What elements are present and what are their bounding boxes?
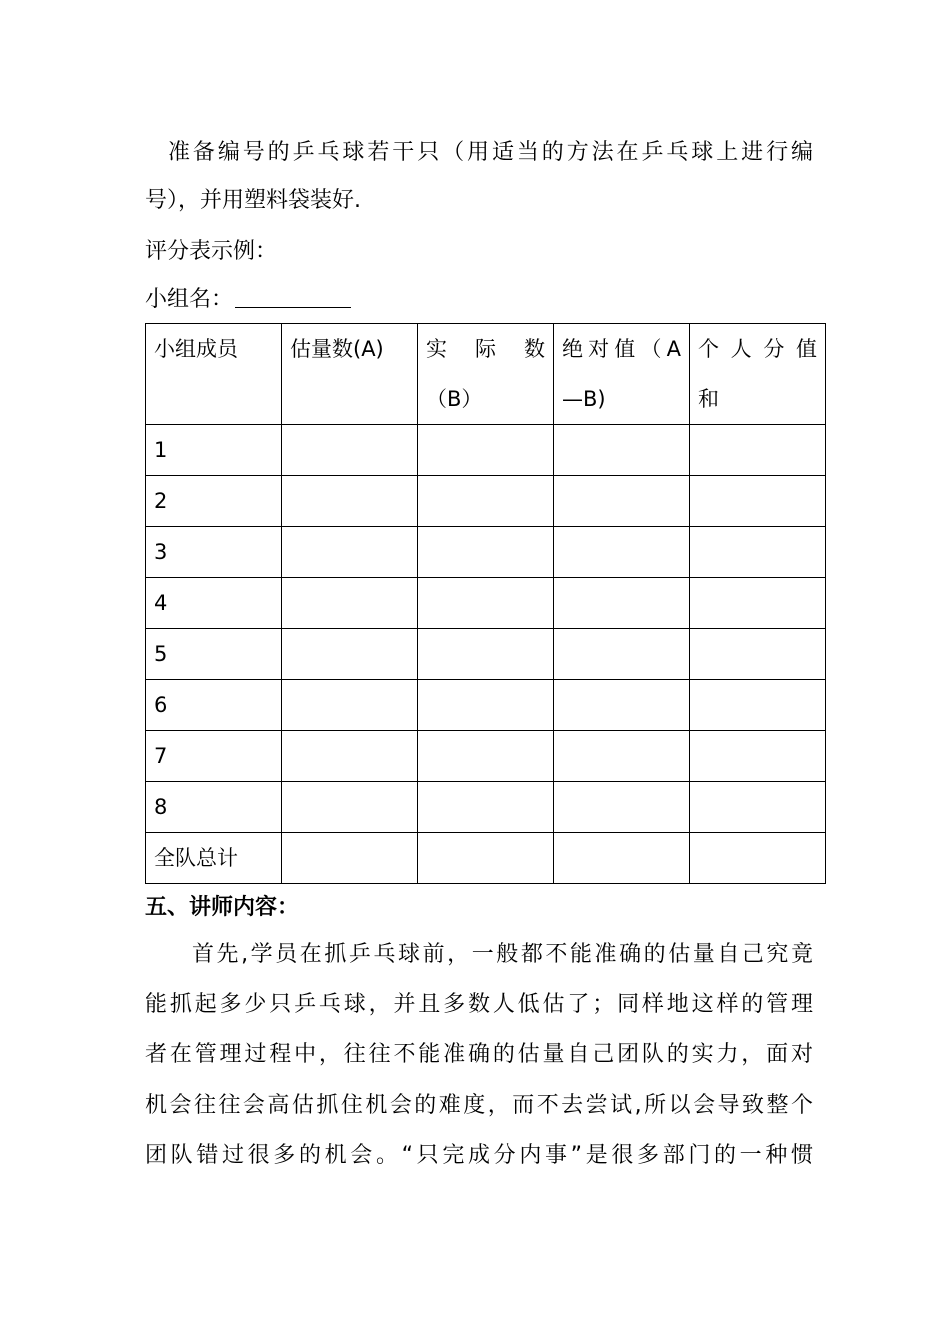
cell-actual — [418, 680, 554, 731]
cell-estimate — [282, 731, 418, 782]
group-name-label: 小组名： — [145, 287, 234, 312]
cell-member: 8 — [146, 782, 282, 833]
section-title: 五、讲师内容： — [145, 895, 300, 920]
intro-line-2: 号），并用塑料袋装好. — [145, 188, 361, 213]
table-row-total — [146, 833, 826, 884]
body-line-1: 首先,学员在抓乒乓球前，一般都不能准确的估量自己究竟 — [192, 942, 813, 967]
cell-abs — [554, 833, 690, 884]
cell-estimate — [282, 425, 418, 476]
cell-actual — [418, 476, 554, 527]
cell-actual — [418, 578, 554, 629]
cell-score — [690, 782, 826, 833]
cell-score — [690, 578, 826, 629]
cell-member: 1 — [146, 425, 282, 476]
cell-actual — [418, 782, 554, 833]
cell-score — [690, 629, 826, 680]
cell-score — [690, 731, 826, 782]
header-member: 小组成员 — [146, 324, 282, 425]
table-row — [146, 476, 826, 527]
cell-estimate — [282, 833, 418, 884]
cell-estimate — [282, 578, 418, 629]
cell-estimate — [282, 629, 418, 680]
cell-abs — [554, 578, 690, 629]
cell-score — [690, 833, 826, 884]
body-line-4: 机会往往会高估抓住机会的难度，而不去尝试,所以会导致整个 — [145, 1093, 813, 1118]
cell-member: 6 — [146, 680, 282, 731]
table-row — [146, 731, 826, 782]
cell-estimate — [282, 527, 418, 578]
header-abs: 绝对值（A —B) — [554, 324, 690, 425]
cell-abs — [554, 629, 690, 680]
example-label: 评分表示例： — [145, 239, 278, 264]
header-estimate: 估量数(A) — [282, 324, 418, 425]
body-line-3: 者在管理过程中，往往不能准确的估量自己团队的实力，面对 — [145, 1042, 813, 1067]
body-line-5: 团队错过很多的机会。“只完成分内事”是很多部门的一种惯 — [145, 1143, 813, 1168]
cell-score — [690, 476, 826, 527]
group-name-blank — [235, 285, 351, 308]
cell-estimate — [282, 782, 418, 833]
cell-abs — [554, 782, 690, 833]
cell-actual — [418, 527, 554, 578]
table-row — [146, 629, 826, 680]
cell-abs — [554, 527, 690, 578]
table-row — [146, 782, 826, 833]
body-line-2: 能抓起多少只乒乓球，并且多数人低估了；同样地这样的管理 — [145, 992, 813, 1017]
cell-member: 3 — [146, 527, 282, 578]
cell-score — [690, 425, 826, 476]
table-row — [146, 578, 826, 629]
cell-estimate — [282, 476, 418, 527]
header-actual: 实 际 数 （B） — [418, 324, 554, 425]
cell-member: 全队总计 — [146, 833, 282, 884]
cell-abs — [554, 731, 690, 782]
cell-abs — [554, 425, 690, 476]
table-row — [146, 527, 826, 578]
cell-member: 2 — [146, 476, 282, 527]
table-header-row — [146, 324, 826, 425]
table-row — [146, 425, 826, 476]
cell-actual — [418, 833, 554, 884]
cell-abs — [554, 680, 690, 731]
cell-actual — [418, 731, 554, 782]
cell-score — [690, 527, 826, 578]
cell-estimate — [282, 680, 418, 731]
table-row — [146, 680, 826, 731]
cell-abs — [554, 476, 690, 527]
score-table — [145, 323, 826, 884]
cell-score — [690, 680, 826, 731]
group-name-row — [145, 285, 813, 315]
cell-member: 4 — [146, 578, 282, 629]
header-score: 个 人 分 值 和 — [690, 324, 826, 425]
intro-line-1: 准备编号的乒乓球若干只（用适当的方法在乒乓球上进行编 — [168, 140, 813, 165]
cell-actual — [418, 425, 554, 476]
cell-actual — [418, 629, 554, 680]
cell-member: 5 — [146, 629, 282, 680]
cell-member: 7 — [146, 731, 282, 782]
